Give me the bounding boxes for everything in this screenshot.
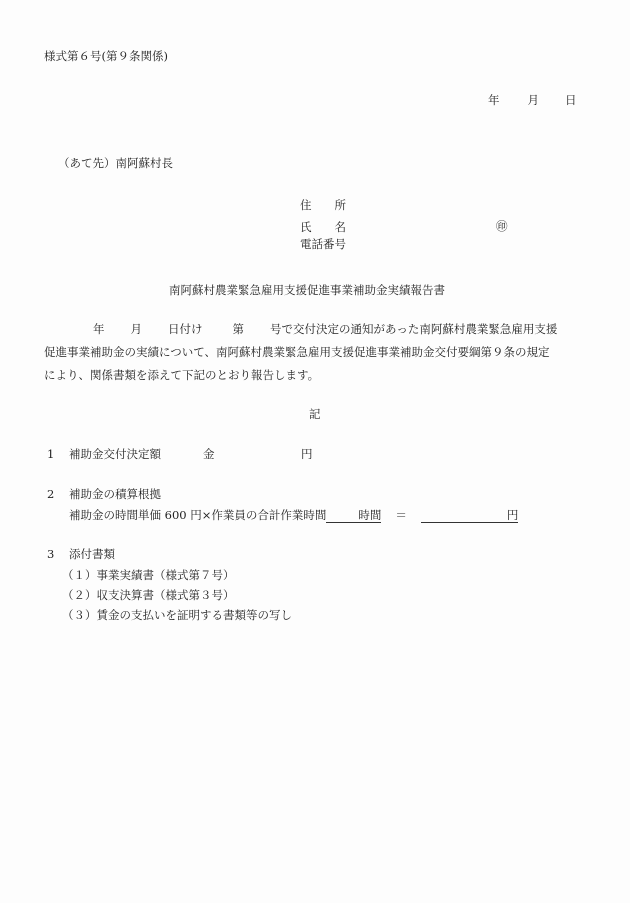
date-line [488, 95, 577, 107]
equals-sign: ＝ [395, 508, 407, 522]
item-1-prefix: 金 [203, 447, 215, 461]
item-2-formula [69, 510, 518, 523]
body-year: 年 [93, 322, 105, 336]
addressee: （あて先）南阿蘇村長 [58, 156, 173, 170]
ki-heading: 記 [309, 407, 321, 421]
date-day-label: 日 [565, 93, 577, 107]
date-month-label: 月 [527, 93, 539, 107]
body-month: 月 [130, 322, 142, 336]
document-title: 南阿蘇村農業緊急雇用支援促進事業補助金実績報告書 [169, 283, 445, 297]
item-1-unit: 円 [301, 447, 313, 461]
item-3-number: 3 [47, 547, 55, 561]
attachment-item: （３）賃金の支払いを証明する書類等の写し [62, 608, 292, 622]
body-day: 日付け [168, 322, 203, 336]
attachment-item: （２）収支決算書（様式第３号） [62, 588, 235, 602]
amount-field[interactable] [421, 510, 519, 523]
attachment-item: （１）事業実績書（様式第７号） [62, 568, 235, 582]
hours-unit: 時間 [358, 508, 382, 522]
hours-field[interactable] [326, 510, 381, 523]
item-2-formula-text: 補助金の時間単価 600 円×作業員の合計作業時間 [69, 508, 327, 522]
form-number: 様式第６号(第９条関係) [44, 49, 168, 63]
item-2-label: 補助金の積算根拠 [69, 487, 161, 501]
body-number-prefix: 第 [232, 322, 244, 336]
seal-icon: ㊞ [496, 219, 508, 233]
body-line-1-rest: 号で交付決定の通知があった南阿蘇村農業緊急雇用支援 [270, 322, 558, 336]
item-1-label: 補助金交付決定額 [69, 447, 161, 461]
item-3-label: 添付書類 [69, 547, 115, 561]
item-2-number: 2 [47, 487, 55, 501]
body-line-1 [93, 324, 557, 336]
body-line-2: 促進事業補助金の実績について、南阿蘇村農業緊急雇用支援促進事業補助金交付要綱第９条の規定 [44, 345, 550, 359]
yen-unit: 円 [506, 508, 519, 522]
item-1-number: 1 [47, 447, 55, 461]
applicant-name-label: 氏 名 [300, 220, 346, 234]
body-line-3: により、関係書類を添えて下記のとおり報告します。 [44, 368, 320, 382]
date-year-label: 年 [488, 93, 500, 107]
applicant-phone-label: 電話番号 [300, 237, 346, 251]
applicant-address-label: 住 所 [300, 198, 346, 212]
